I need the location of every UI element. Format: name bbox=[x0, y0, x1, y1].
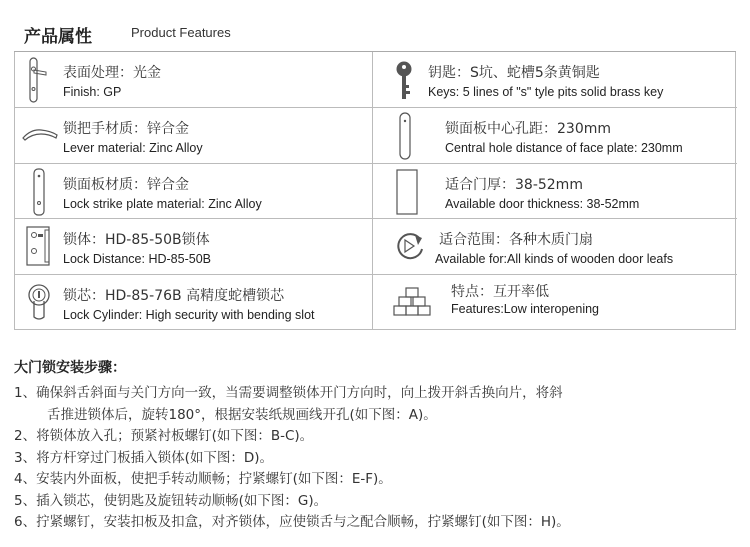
lever-label-zh: 锁把手材质：锌合金 bbox=[63, 121, 189, 137]
header-title-en: Product Features bbox=[131, 25, 231, 40]
step-3: 3、将方杆穿过门板插入锁体(如下图：D)。 bbox=[14, 449, 274, 466]
lock-body-icon bbox=[25, 225, 51, 267]
central-hole-label-zh: 锁面板中心孔距：230mm bbox=[445, 121, 611, 137]
strike-plate-label-zh: 锁面板材质：锌合金 bbox=[63, 177, 189, 193]
header-title-zh: 产品属性 bbox=[24, 27, 92, 47]
bricks-icon bbox=[393, 285, 431, 319]
feature-special bbox=[373, 275, 737, 330]
lever-handle-icon bbox=[21, 126, 59, 142]
feature-range bbox=[373, 219, 737, 274]
door-thickness-label-en: Available door thickness: 38-52mm bbox=[445, 197, 640, 211]
lock-cylinder-icon bbox=[27, 283, 51, 323]
feature-cylinder bbox=[15, 275, 372, 330]
door-thickness-label-zh: 适合门厚：38-52mm bbox=[445, 177, 583, 193]
rotate-arrow-icon bbox=[393, 229, 427, 263]
cylinder-label-en: Lock Cylinder: High security with bending slot bbox=[63, 308, 315, 322]
keys-label-zh: 钥匙：S坑、蛇槽5条黄铜匙 bbox=[428, 65, 600, 81]
strike-plate-icon bbox=[31, 167, 47, 217]
special-label-en: Features:Low interopening bbox=[451, 302, 600, 316]
range-label-zh: 适合范围：各种木质门扇 bbox=[439, 232, 593, 248]
steps-title: 大门锁安装步骤： bbox=[14, 360, 126, 376]
feature-door-thickness bbox=[373, 164, 737, 219]
keys-label-en: Keys: 5 lines of "s" tyle pits solid brass key bbox=[428, 85, 664, 99]
feature-finish bbox=[15, 52, 372, 107]
central-hole-label-en: Central hole distance of face plate: 230mm bbox=[445, 141, 683, 155]
feature-lever bbox=[15, 108, 372, 163]
feature-lock-body bbox=[15, 219, 372, 274]
feature-central-hole bbox=[373, 108, 737, 163]
key-icon bbox=[393, 60, 415, 102]
product-features-header bbox=[14, 16, 736, 52]
step-4: 4、安装内外面板，使把手转动顺畅；拧紧螺钉(如下图：E-F)。 bbox=[14, 471, 392, 487]
features-table bbox=[14, 52, 736, 330]
finish-label-zh: 表面处理：光金 bbox=[63, 65, 161, 81]
face-plate-handle-icon bbox=[27, 56, 49, 104]
finish-label-en: Finish: GP bbox=[63, 85, 122, 99]
feature-strike-plate bbox=[15, 164, 372, 219]
installation-steps bbox=[14, 357, 744, 534]
step-2: 2、将锁体放入孔；预紧衬板螺钉(如下图：B-C)。 bbox=[14, 428, 314, 444]
lock-body-label-zh: 锁体：HD-85-50B锁体 bbox=[63, 232, 210, 248]
strike-plate-label-en: Lock strike plate material: Zinc Alloy bbox=[63, 197, 262, 211]
special-label-zh: 特点：互开率低 bbox=[451, 284, 549, 300]
lock-body-label-en: Lock Distance: HD-85-50B bbox=[63, 252, 211, 266]
face-plate-icon bbox=[397, 111, 413, 161]
step-5: 5、插入锁芯，使钥匙及旋钮转动顺畅(如下图：G)。 bbox=[14, 492, 328, 509]
lever-label-en: Lever material: Zinc Alloy bbox=[63, 141, 203, 155]
cylinder-label-zh: 锁芯：HD-85-76B 高精度蛇槽锁芯 bbox=[63, 288, 285, 304]
door-icon bbox=[395, 168, 419, 216]
step-1-line-1: 1、确保斜舌斜面与关门方向一致，当需要调整锁体开门方向时，向上拨开斜舌换向片，将斜 bbox=[14, 385, 563, 401]
step-1-line-2: 舌推进锁体后，旋转180°，根据安装纸规画线开孔(如下图：A)。 bbox=[47, 406, 437, 423]
range-label-en: Available for:All kinds of wooden door leafs bbox=[435, 252, 674, 266]
step-6: 6、拧紧螺钉，安装扣板及扣盒，对齐锁体，应使锁舌与之配合顺畅，拧紧螺钉(如下图：H)。 bbox=[14, 514, 570, 530]
feature-keys bbox=[373, 52, 737, 107]
